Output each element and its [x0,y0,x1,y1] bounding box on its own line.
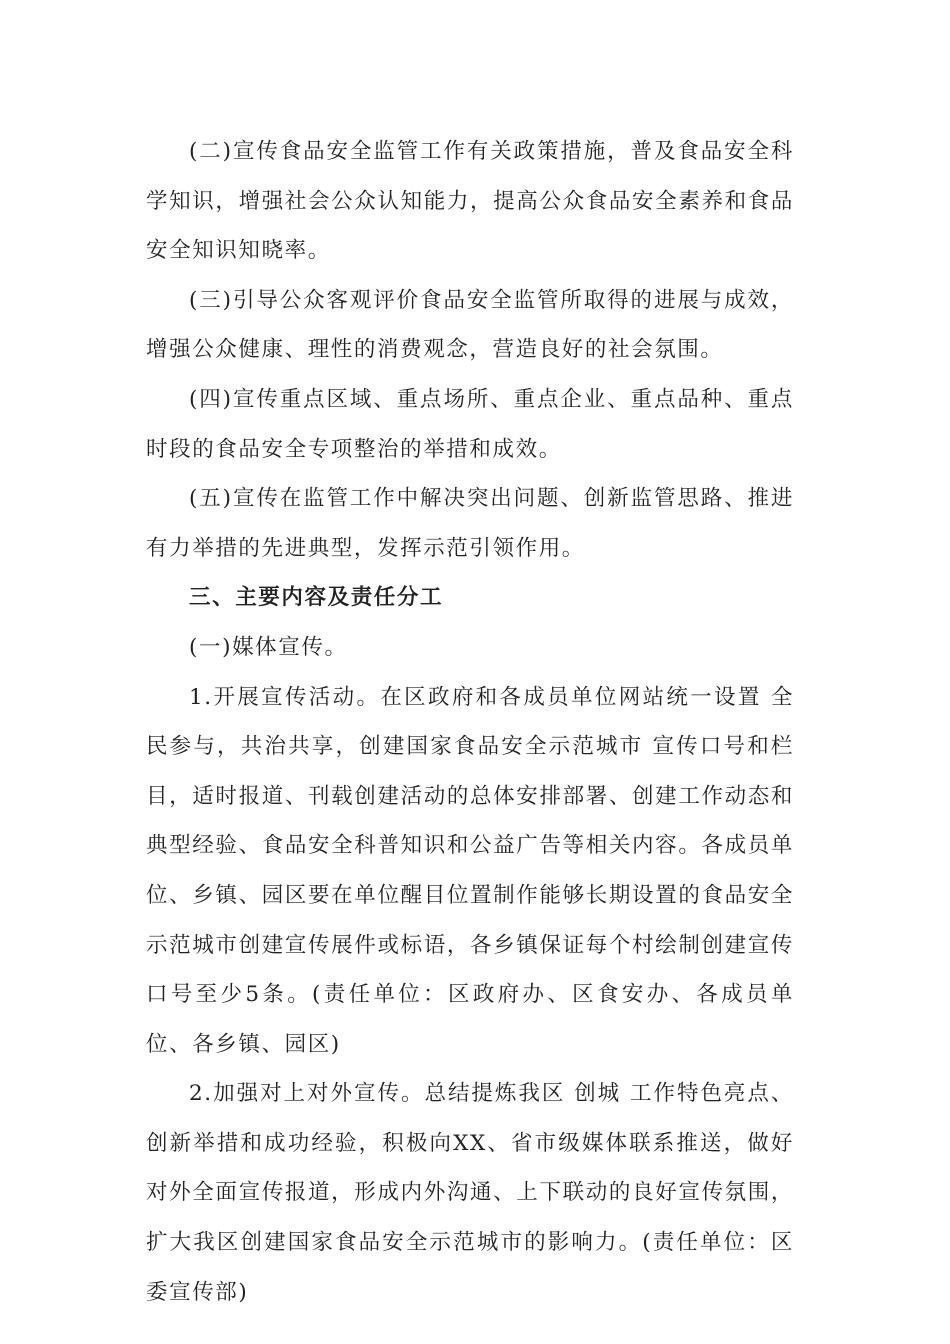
document-body [146,127,794,1317]
item-2-paragraph: 2.加强对上对外宣传。总结提炼我区 创城 工作特色亮点、创新举措和成功经验，积极向XX、省市级媒体联系推送，做好对外全面宣传报道，形成内外沟通、上下联动的良好宣传氛围，扩大我区创建国家食品安全示范城市的影响力。(责任单位：区委宣传部) [146,1081,794,1305]
subsection-heading: (一)媒体宣传。 [189,634,348,660]
paragraph-3: (三)引导公众客观评价食品安全监管所取得的进展与成效，增强公众健康、理性的消费观念，营造良好的社会氛围。 [146,287,794,363]
section-heading: 三、主要内容及责任分工 [189,585,444,611]
paragraph-2: (二)宣传食品安全监管工作有关政策措施，普及食品安全科学知识，增强社会公众认知能力，提高公众食品安全素养和食品安全知识知晓率。 [146,139,794,264]
paragraph-5: (五)宣传在监管工作中解决突出问题、创新监管思路、推进有力举措的先进典型，发挥示范引领作用。 [146,486,794,561]
item-1-paragraph: 1.开展宣传活动。在区政府和各成员单位网站统一设置 全民参与，共治共享，创建国家食品安全示范城市 宣传口号和栏目，适时报道、刊载创建活动的总体安排部署、创建工作动态和典型经验、食品安全科普知识和公益广告等相关内容。各成员单位、乡镇、园区要在单位醒目位置制作能够长期设置的食品安全示范城市创建宣传展件或标语，各乡镇保证每个村绘制创建宣传口号至少5条。(责任单位：区政府办、区食安办、各成员单位、各乡镇、园区) [146,684,794,1057]
paragraph-4: (四)宣传重点区域、重点场所、重点企业、重点品种、重点时段的食品安全专项整治的举措和成效。 [146,386,794,462]
